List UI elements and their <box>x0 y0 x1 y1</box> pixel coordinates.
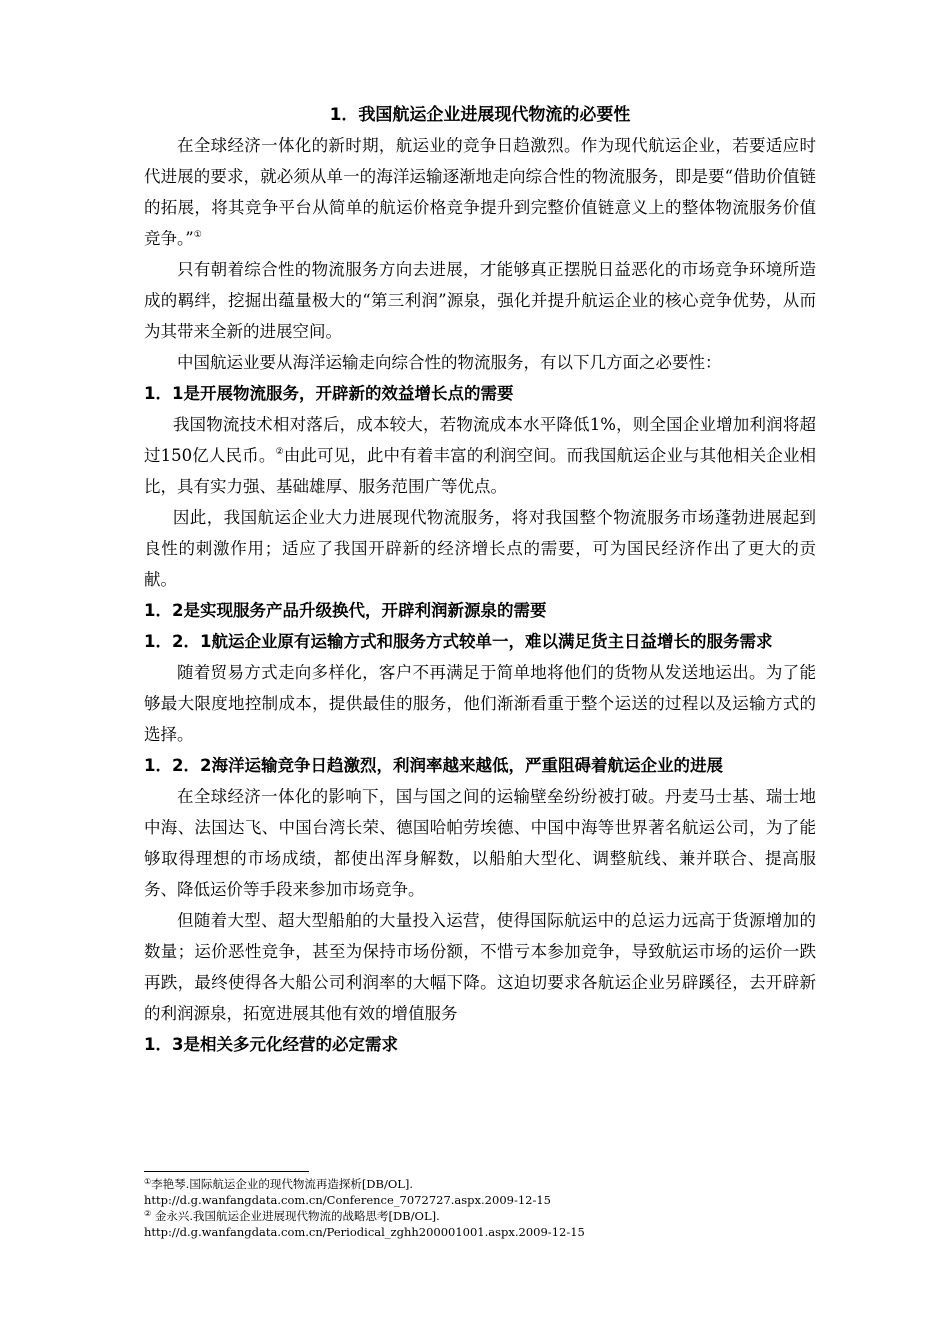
footnote-1-url[interactable]: http://d.g.wanfangdata.com.cn/Conference_7072727.aspx.2009-12-15 <box>144 1193 551 1207</box>
heading-1-1: 1．1是开展物流服务，开辟新的效益增长点的需要 <box>144 384 514 403</box>
intro-paragraph-1 <box>144 130 816 254</box>
footnote-2-citation: 金永兴.我国航运企业进展现代物流的战略思考[DB/OL]. <box>151 1209 440 1223</box>
footnote-ref-1[interactable]: ① <box>193 230 202 240</box>
heading-1-3: 1．3是相关多元化经营的必定需求 <box>144 1035 398 1054</box>
footnotes <box>144 1171 824 1240</box>
footnote-1-citation: 李艳琴.国际航运企业的现代物流再造探析[DB/OL]. <box>151 1177 414 1191</box>
intro-paragraph-2: 只有朝着综合性的物流服务方向去进展，才能够真正摆脱日益恶化的市场竞争环境所造成的羁绊，挖掘出蕴量极大的“第三利润”源泉，强化并提升航运企业的核心竞争优势，从而为其带来全新的进展空间。 <box>144 260 816 341</box>
intro-paragraph-3: 中国航运业要从海洋运输走向综合性的物流服务，有以下几方面之必要性： <box>177 353 722 372</box>
footnote-separator <box>144 1171 309 1172</box>
section-1-1-paragraph-1 <box>144 409 816 502</box>
section-1-1-paragraph-2: 因此，我国航运企业大力进展现代物流服务，将对我国整个物流服务市场蓬勃进展起到良性的刺激作用；适应了我国开辟新的经济增长点的需要，可为国民经济作出了更大的贡献。 <box>144 508 816 589</box>
footnote-2-mark: ② <box>144 1209 152 1218</box>
section-1-2-2-paragraph-1: 在全球经济一体化的影响下，国与国之间的运输壁垒纷纷被打破。丹麦马士基、瑞士地中海、法国达飞、中国台湾长荣、德国哈帕劳埃德、中国中海等世界著名航运公司，为了能够取得理想的市场成绩，都使出浑身解数，以船舶大型化、调整航线、兼并联合、提高服务、降低运价等手段来参加市场竞争。 <box>144 787 816 899</box>
section-1-2-1-paragraph: 随着贸易方式走向多样化，客户不再满足于简单地将他们的货物从发送地运出。为了能够最大限度地控制成本，提供最佳的服务，他们渐渐看重于整个运送的过程以及运输方式的选择。 <box>144 663 816 744</box>
section-title: 1．我国航运企业进展现代物流的必要性 <box>329 105 631 125</box>
footnote-2-line-1 <box>144 1208 824 1224</box>
footnote-1-mark: ① <box>144 1177 152 1186</box>
heading-1-2-2: 1．2．2海洋运输竞争日趋激烈，利润率越来越低，严重阻碍着航运企业的进展 <box>144 756 723 775</box>
section-1-2-2-paragraph-2: 但随着大型、超大型船舶的大量投入运营，使得国际航运中的总运力远高于货源增加的数量；运价恶性竞争，甚至为保持市场份额，不惜亏本参加竞争，导致航运市场的运价一跌再跌，最终使得各大船公司利润率的大幅下降。这迫切要求各航运企业另辟蹊径，去开辟新的利润源泉，拓宽进展其他有效的增值服务 <box>144 911 816 1023</box>
footnote-1-line-1 <box>144 1176 824 1192</box>
section-1-1-paragraph-1-text-a: 我国物流技术相对落后，成本较大，若物流成本水平降低1%，则全国企业增加利润将超过150亿人民币。 <box>144 415 816 465</box>
heading-1-2-1: 1．2．1航运企业原有运输方式和服务方式较单一，难以满足货主日益增长的服务需求 <box>144 632 773 651</box>
footnote-ref-2[interactable]: ② <box>275 447 284 457</box>
heading-1-2: 1．2是实现服务产品升级换代，开辟利润新源泉的需要 <box>144 601 547 620</box>
intro-paragraph-1-text: 在全球经济一体化的新时期，航运业的竞争日趋激烈。作为现代航运企业，若要适应时代进展的要求，就必须从单一的海洋运输逐渐地走向综合性的物流服务，即是要“借助价值链的拓展，将其竞争平台从简单的航运价格竞争提升到完整价值链意义上的整体物流服务价值竞争。” <box>144 136 816 248</box>
section-1-1-paragraph-1-text-b: 由此可见，此中有着丰富的利润空间。而我国航运企业与其他相关企业相比，具有实力强、基础雄厚、服务范围广等优点。 <box>144 446 816 496</box>
footnote-2-url[interactable]: http://d.g.wanfangdata.com.cn/Periodical_zghh200001001.aspx.2009-12-15 <box>144 1225 585 1239</box>
document-body <box>144 100 816 1060</box>
